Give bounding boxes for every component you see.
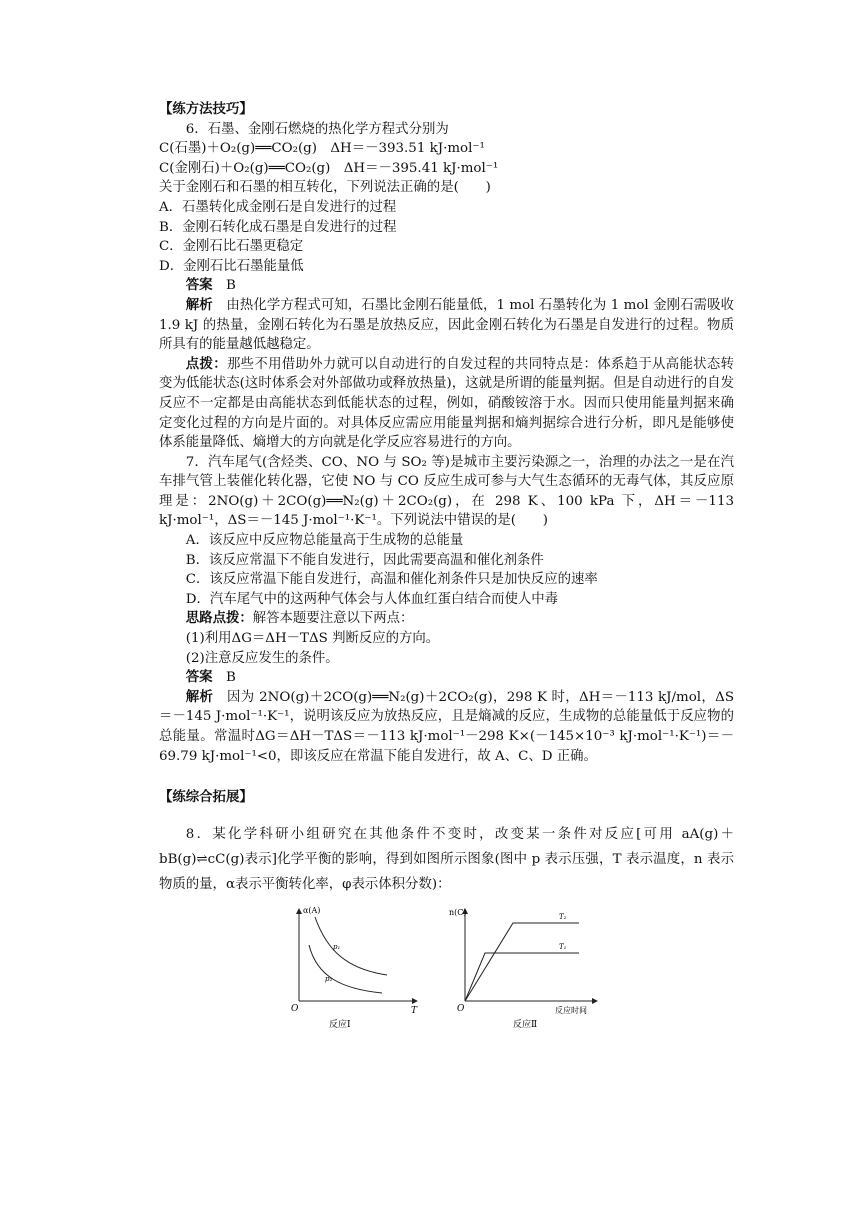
figure-area (159, 901, 734, 1031)
q6-equation-1: C(石墨)＋O₂(g)══CO₂(g) ΔH＝－393.51 kJ·mol⁻¹ (159, 141, 485, 157)
fig1-caption: 反应Ⅰ (329, 1019, 351, 1030)
q7-analysis-text: 因为 2NO(g)＋2CO(g)══N₂(g)＋2CO₂(g)，298 K 时，ΔH＝－113 kJ/mol，ΔS＝－145 J·mol⁻¹·K⁻¹，说明该反应为放热反应，且是熵减的反应，生成物的总能量低于反应物的总能量。常温时ΔG＝ΔH－TΔS＝－113 kJ·mol⁻¹－298 K×(－145×10⁻³ kJ·mol⁻¹·K⁻¹)＝－69.79 kJ·mol⁻¹<0，即该反应在常温下能自发进行，故 A、C、D 正确。 (159, 689, 735, 764)
q7-hint-point-1: (1)利用ΔG＝ΔH－TΔS 判断反应的方向。 (185, 631, 440, 647)
q6-answer (159, 276, 734, 296)
q7-stem: 7．汽车尾气(含烃类、CO、NO 与 SO₂ 等)是城市主要污染源之一，治理的办法之一是在汽车排气管上装催化转化器，它使 NO 与 CO 反应生成可参与大气生态循环的无毒气体，其反应原理是：2NO(g)＋2CO(g)══N₂(g)＋2CO₂(g)，在 298 K、100 kPa 下，ΔH＝－113 kJ·mol⁻¹，ΔS＝－145 J·mol⁻¹·K⁻¹。下列说法中错误的是( ) (159, 454, 734, 529)
q6-tip (159, 355, 734, 453)
q6-option-a: A．石墨转化成金刚石是自发进行的过程 (159, 199, 397, 215)
q6-tip-label: 点拨： (185, 355, 227, 372)
q6-analysis (159, 296, 734, 355)
q7-answer (159, 668, 734, 688)
fig1-curve-p1-label: p₁ (333, 942, 341, 951)
q6-analysis-text: 由热化学方程式可知，石墨比金刚石能量低，1 mol 石墨转化为 1 mol 金刚石需吸收 1.9 kJ 的热量，金刚石转化为石墨是放热反应，因此金刚石转化为石墨是自发进行的过程。物质所具有的能量越低越稳定。 (159, 297, 735, 353)
document-page (159, 100, 734, 1031)
figure-reaction-2 (447, 901, 607, 1031)
q7-option-c: C．该反应常温下能自发进行，高温和催化剂条件只是加快反应的速率 (185, 572, 598, 588)
q6-answer-label: 答案 (185, 277, 213, 294)
section-title-extension: 【练综合拓展】 (159, 789, 253, 806)
q7-option-d: D．汽车尾气中的这两种气体会与人体血红蛋白结合而使人中毒 (185, 591, 559, 607)
fig2-caption: 反应Ⅱ (513, 1019, 538, 1030)
q6-answer-value: B (225, 278, 236, 294)
fig2-origin: O (457, 1003, 465, 1014)
fig2-curve-t2-label: T₂ (559, 912, 567, 921)
q6-question: 关于金刚石和石墨的相互转化，下列说法正确的是( ) (159, 180, 491, 196)
q6-analysis-label: 解析 (185, 296, 213, 313)
fig2-curve-t2 (465, 923, 579, 1001)
figure-reaction-1 (287, 901, 427, 1031)
fig1-curve-p1 (315, 917, 387, 975)
q7-answer-value: B (225, 670, 236, 686)
fig2-y-label: n(C) (449, 907, 467, 917)
q7-hint-label: 思路点拨： (185, 610, 253, 627)
q6-stem: 6．石墨、金刚石燃烧的热化学方程式分别为 (185, 121, 449, 137)
q7-hint-point-2: (2)注意反应发生的条件。 (185, 650, 339, 666)
fig1-x-label: T (411, 1005, 418, 1016)
fig1-curve-p2 (309, 942, 382, 993)
q7-hint-text: 解答本题要注意以下两点： (252, 611, 414, 627)
q8-stem: 8．某化学科研小组研究在其他条件不变时，改变某一条件对反应[可用 aA(g)＋bB(g)⇌cC(g)表示]化学平衡的影响，得到如图所示图象(图中 p 表示压强，T 表示温度，n 表示物质的量，α表示平衡转化率，φ表示体积分数)： (159, 826, 734, 892)
fig2-curve-t1-label: T₁ (559, 942, 567, 951)
section-title-methods: 【练方法技巧】 (159, 101, 253, 117)
q7-analysis-label: 解析 (185, 688, 214, 705)
q6-option-d: D．金刚石比石墨能量低 (159, 258, 304, 274)
fig1-origin: O (291, 1003, 299, 1014)
q6-tip-text: 那些不用借助外力就可以自动进行的自发过程的共同特点是：体系趋于从高能状态转变为低能状态(这时体系会对外部做功或释放热量)，这就是所谓的能量判据。但是自动进行的自发反应不一定都是由高能状态到低能状态的过程，例如，硝酸铵溶于水。因而只使用能量判据来确定变化过程的方向是片面的。对具体反应需应用能量判据和熵判据综合进行分析，即凡是能够使体系能量降低、熵增大的方向就是化学反应容易进行的方向。 (159, 356, 734, 451)
fig2-curve-t1 (465, 953, 579, 1001)
fig1-curve-p2-label: p₂ (325, 974, 333, 983)
q6-option-c: C．金刚石比石墨更稳定 (159, 239, 304, 255)
q6-equation-2: C(金刚石)＋O₂(g)══CO₂(g) ΔH＝－395.41 kJ·mol⁻¹ (159, 160, 499, 176)
q7-option-b: B．该反应常温下不能自发进行，因此需要高温和催化剂条件 (185, 552, 544, 568)
q6-option-b: B．金刚石转化成石墨是自发进行的过程 (159, 219, 397, 235)
q7-hint (159, 609, 734, 629)
fig2-x-label: 反应时间 (555, 1005, 587, 1015)
q7-option-a: A．该反应中反应物总能量高于生成物的总能量 (185, 533, 464, 549)
q7-analysis (159, 688, 734, 766)
fig1-y-label: α(A) (303, 905, 321, 915)
q7-answer-label: 答案 (185, 669, 213, 686)
